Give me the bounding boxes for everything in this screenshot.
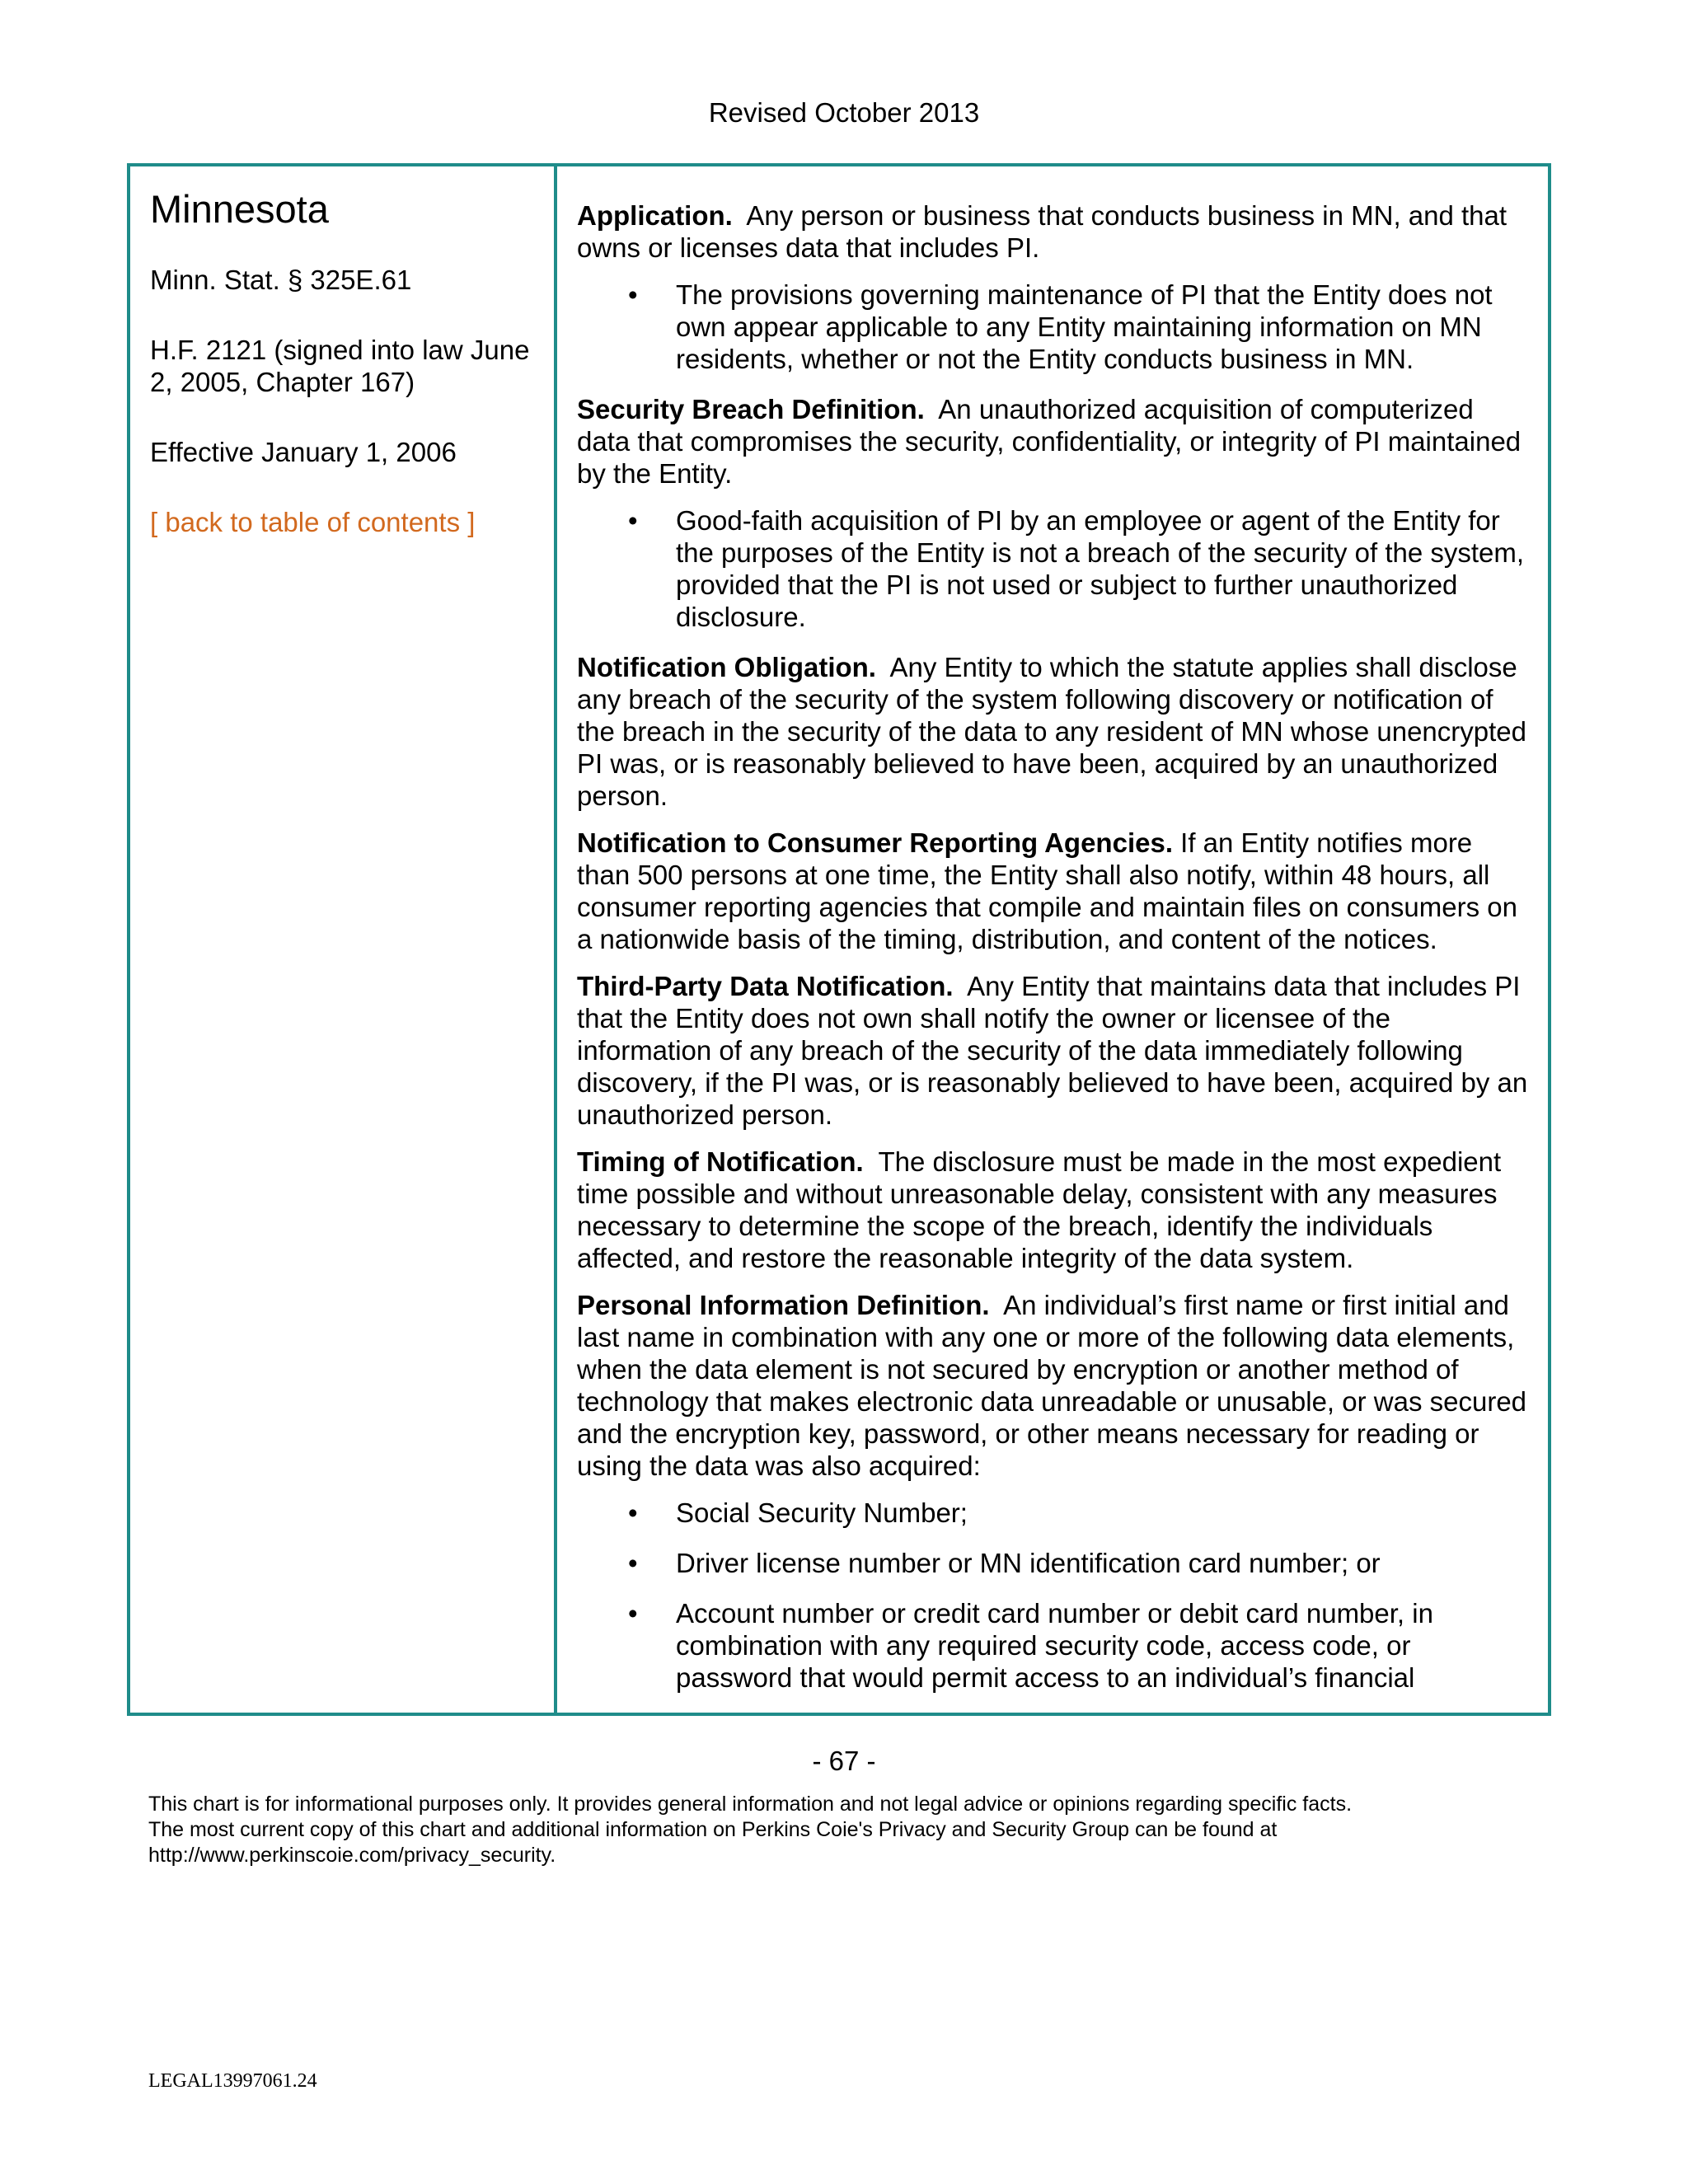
breach-paragraph [577, 393, 1528, 490]
timing-text: The disclosure must be made in the most expedient time possible and without unreasonable delay, consistent with any measures necessary to determine the scope of the breach, identify the individuals affected, and restore the reasonable integrity of the data system. [577, 1146, 1502, 1273]
details-column [557, 166, 1548, 1713]
consumer-title: Notification to Consumer Reporting Agencies. [577, 827, 1173, 858]
obligation-text: Any Entity to which the statute applies shall disclose any breach of the security of the system following discovery or notification of the breach in the security of the data to any resident of MN whose unencrypted PI was, or is reasonably believed to have been, acquired by an unauthorized person. [577, 652, 1527, 811]
third-party-text: Any Entity that maintains data that includes PI that the Entity does not own shall notify the owner or licensee of the information of any breach of the security of the data immediately following discovery, if the PI was, or is reasonably believed to have been, acquired by an unauthorized person. [577, 971, 1528, 1130]
legal-id: LEGAL13997061.24 [148, 2070, 317, 2092]
revised-date: Revised October 2013 [708, 97, 980, 128]
list-item: • Social Security Number; [577, 1497, 1528, 1529]
disclaimer-line: The most current copy of this chart and additional information on Perkins Coie's Privacy and Security Group can be found at [148, 1818, 1278, 1841]
state-name: Minnesota [150, 187, 329, 231]
effective-date: Effective January 1, 2006 [150, 436, 457, 467]
application-bullets [577, 279, 1528, 375]
back-to-toc-link[interactable]: [ back to table of contents ] [150, 506, 476, 537]
pi-bullets [577, 1497, 1528, 1694]
list-item: • Account number or credit card number or debit card number, in combination with any required security code, access code, or password that would permit access to an individual’s financial [577, 1597, 1528, 1694]
consumer-text: If an Entity notifies more than 500 persons at one time, the Entity shall also notify, within 48 hours, all consumer reporting agencies that compile and maintain files on consumers on a nationwide basis of the timing, distribution, and content of the notices. [577, 827, 1517, 954]
pi-paragraph [577, 1289, 1528, 1482]
disclaimer [148, 1792, 1550, 1868]
list-item: • Good-faith acquisition of PI by an employee or agent of the Entity for the purposes of the Entity is not a breach of the security of the system, provided that the PI is not used or subject to further unauthorized disclosure. [577, 504, 1528, 633]
state-table [127, 163, 1551, 1716]
breach-title: Security Breach Definition. [577, 394, 925, 424]
state-column [130, 166, 557, 1713]
list-item: • The provisions governing maintenance of PI that the Entity does not own appear applicable to any Entity maintaining information on MN residents, whether or not the Entity conducts business in MN. [577, 279, 1528, 375]
disclaimer-line: This chart is for informational purposes only. It provides general information and not legal advice or opinions regarding specific facts. [148, 1793, 1353, 1816]
pi-title: Personal Information Definition. [577, 1290, 990, 1320]
obligation-title: Notification Obligation. [577, 652, 876, 682]
timing-title: Timing of Notification. [577, 1146, 864, 1177]
application-title: Application. [577, 200, 733, 231]
breach-text: An unauthorized acquisition of computerized data that compromises the security, confidentiality, or integrity of PI maintained by the Entity. [577, 394, 1522, 489]
third-party-title: Third-Party Data Notification. [577, 971, 954, 1001]
third-party-paragraph [577, 970, 1528, 1131]
application-paragraph [577, 199, 1528, 264]
timing-paragraph [577, 1146, 1528, 1274]
obligation-paragraph [577, 651, 1528, 812]
application-text: Any person or business that conducts business in MN, and that owns or licenses data that includes PI. [577, 200, 1507, 263]
list-item: • Driver license number or MN identification card number; or [577, 1547, 1528, 1579]
statute-citation: Minn. Stat. § 325E.61 [150, 264, 412, 295]
pi-text: An individual’s first name or first initial and last name in combination with any one or more of the following data elements, when the data element is not secured by encryption or another method of technology that makes electronic data unreadable or unusable, or was secured and the encryption key, password, or other means necessary for reading or using the data was also acquired: [577, 1290, 1527, 1481]
disclaimer-url: http://www.perkinscoie.com/privacy_security. [148, 1844, 556, 1867]
consumer-paragraph [577, 827, 1528, 955]
page-number: - 67 - [812, 1746, 876, 1776]
bill-info: H.F. 2121 (signed into law June 2, 2005, Chapter 167) [150, 334, 530, 397]
breach-bullets [577, 504, 1528, 633]
